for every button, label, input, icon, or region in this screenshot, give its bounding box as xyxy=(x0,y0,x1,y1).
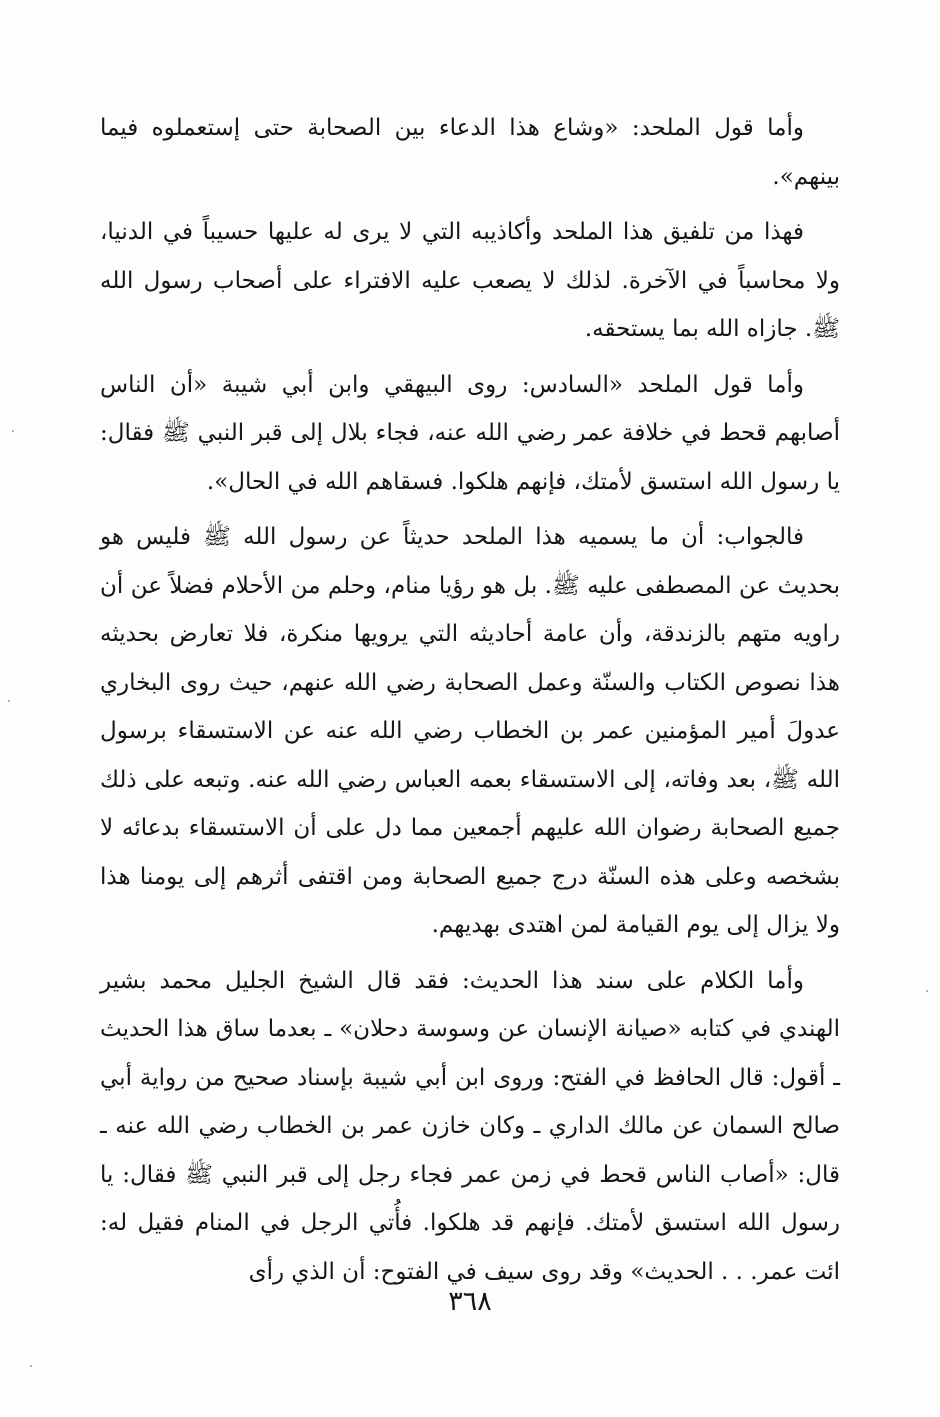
paragraph-1: وأما قول الملحد: «وشاع هذا الدعاء بين الصحابة حتى إستعملوه فيما بينهم». xyxy=(100,115,840,190)
scan-speck xyxy=(30,1365,32,1367)
paragraph-3: وأما قول الملحد «السادس: روى البيهقي وابن أبي شيبة «أن الناس أصابهم قحط في خلافة عمر رضي الله عنه، فجاء بلال إلى قبر النبي ﷺ فقال: يا رسول الله استسق لأمتك، فإنهم هلكوا. فسقاهم الله في الحال». xyxy=(100,371,840,495)
body-text xyxy=(100,104,840,1296)
scan-speck xyxy=(926,990,928,992)
scan-speck xyxy=(12,430,14,432)
paragraph-2: فهذا من تلفيق هذا الملحد وأكاذيبه التي لا يرى له عليها حسيباً في الدنيا، ولا محاسباً في الآخرة. لذلك لا يصعب عليه الافتراء على أصحاب رسول الله ﷺ. جازاه الله بما يستحقه. xyxy=(100,219,840,342)
page-number: ٣٦٨ xyxy=(448,1286,492,1317)
paragraph-4: فالجواب: أن ما يسميه هذا الملحد حديثاً عن رسول الله ﷺ فليس هو بحديث عن المصطفى عليه ﷺ. بل هو رؤيا منام، وحلم من الأحلام فضلاً عن أن راويه متهم بالزندقة، وأن عامة أحاديثه التي يرويها منكرة، فلا تعارض بحديثه هذا نصوص الكتاب والسنّة وعمل الصحابة رضي الله عنهم، حيث روى البخاري عدولَ أمير المؤمنين عمر بن الخطاب رضي الله عنه عن الاستسقاء برسول الله ﷺ، بعد وفاته، إلى الاستسقاء بعمه العباس رضي الله عنه. وتبعه على ذلك جميع الصحابة رضوان الله عليهم أجمعين مما دل على أن الاستسقاء بدعائه لا بشخصه وعلى هذه السنّة درج جميع الصحابة ومن اقتفى أثرهم إلى يومنا هذا ولا يزال إلى يوم القيامة لمن اهتدى بهديهم. xyxy=(100,524,840,938)
scan-speck xyxy=(8,700,10,702)
paragraph-5: وأما الكلام على سند هذا الحديث: فقد قال الشيخ الجليل محمد بشير الهندي في كتابه «صيانة الإنسان عن وسوسة دحلان» ـ بعدما ساق هذا الحديث ـ أقول: قال الحافظ في الفتح: وروى ابن أبي شيبة بإسناد صحيح من رواية أبي صالح السمان عن مالك الداري ـ وكان خازن عمر بن الخطاب رضي الله عنه ـ قال: «أصاب الناس قحط في زمن عمر فجاء رجل إلى قبر النبي ﷺ فقال: يا رسول الله استسق لأمتك. فإنهم قد هلكوا. فأُتي الرجل في المنام فقيل له: ائت عمر. . . الحديث» وقد روى سيف في الفتوح: أن الذي رأى xyxy=(100,967,840,1285)
